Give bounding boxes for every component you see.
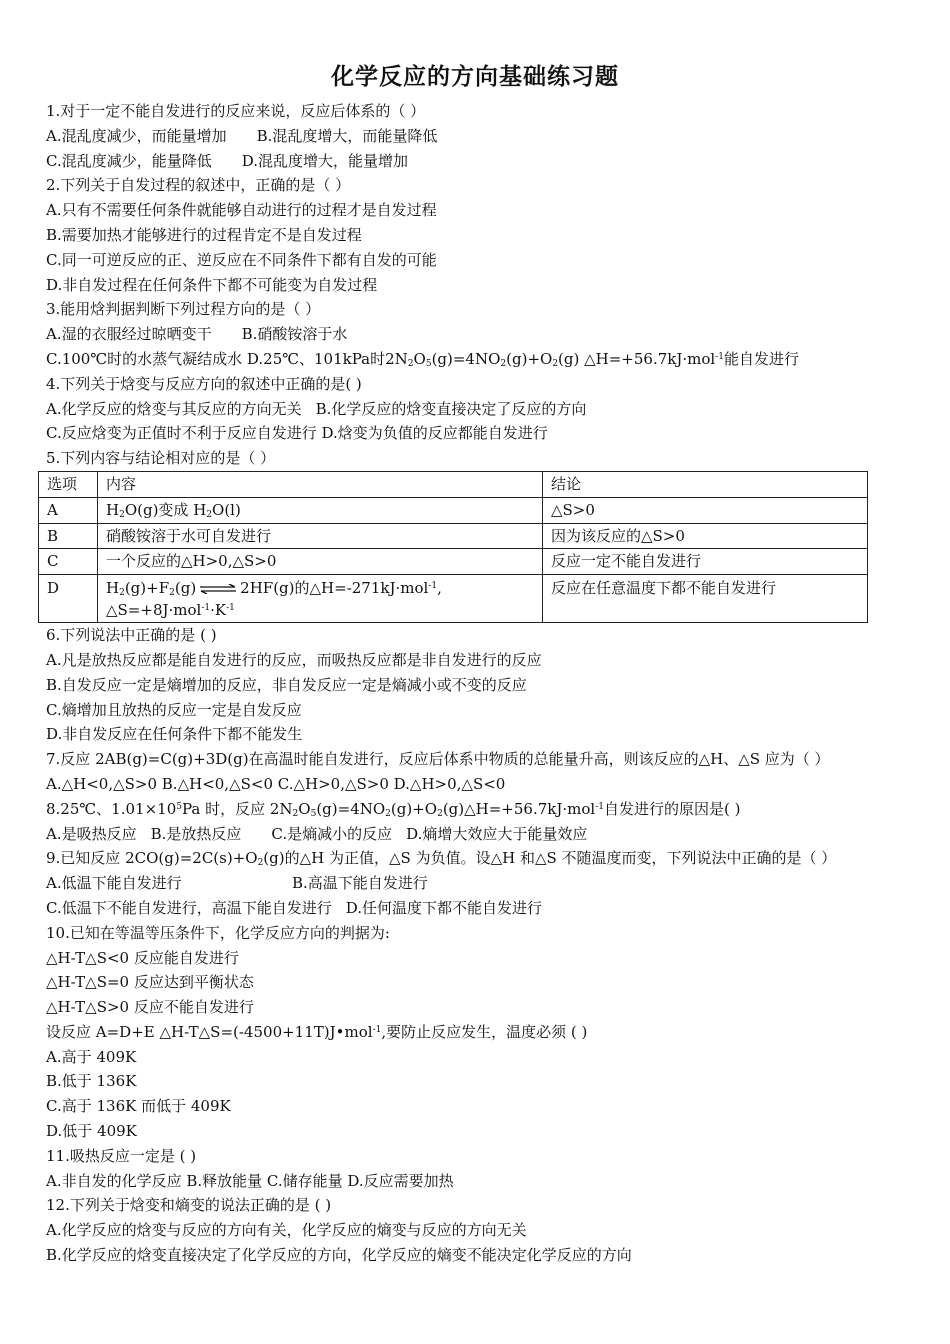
q2-option-d: D.非自发过程在任何条件下都不可能变为自发过程 <box>46 275 378 294</box>
page-title: 化学反应的方向基础练习题 <box>331 64 619 90</box>
q10-rule-3: △H-T△S>0 反应不能自发进行 <box>46 998 254 1017</box>
q1-options-ab <box>46 124 906 149</box>
q6-option-a: A.凡是放热反应都是能自发进行的反应，而吸热反应都是非自发进行的反应 <box>46 650 542 669</box>
header-conclusion: 结论 <box>543 471 868 497</box>
q2-stem: 2.下列关于自发过程的叙述中，正确的是（ ） <box>46 176 351 195</box>
q6-option-d: D.非自发反应在任何条件下都不能发生 <box>46 725 303 744</box>
q4-stem: 4.下列关于焓变与反应方向的叙述中正确的是( ) <box>46 374 362 393</box>
q1-options-cd <box>46 149 906 174</box>
q6-option-b: B.自发反应一定是熵增加的反应，非自发反应一定是熵减小或不变的反应 <box>46 675 527 694</box>
q2-option-b: B.需要加热才能够进行的过程肯定不是自发过程 <box>46 225 362 244</box>
q10-option-c: C.高于 136K 而低于 409K <box>46 1097 231 1116</box>
table-row: A $H_2O(g)$变成 $H_2O(l)$ △S>0 <box>39 497 868 523</box>
q10-option-a: A.高于 409K <box>46 1047 137 1066</box>
q10-option-b: B.低于 136K <box>46 1072 137 1091</box>
q6-stem: 6.下列说法中正确的是 ( ) <box>46 626 217 645</box>
q11-options: A.非自发的化学反应 B.释放能量 C.储存能量 D.反应需要加热 <box>46 1171 454 1190</box>
q7-stem: 7.反应 2AB(g)=C(g)+3D(g)在高温时能自发进行，反应后体系中物质的总能量升高，则该反应的△H、△S 应为（ ） <box>46 750 830 769</box>
q8-options: A.是吸热反应 B.是放热反应 C.是熵减小的反应 D.熵增大效应大于能量效应 <box>46 824 588 843</box>
q3-options-cd: C.100℃时的水蒸气凝结成水 D.25℃、101kPa时$2N_2O_5(g)=4NO_2(g)+O_2(g)$ △H=+56.7kJ·mol$^{-1}$能自发进行 <box>46 349 799 369</box>
q12-stem: 12.下列关于焓变和熵变的说法正确的是 ( ) <box>46 1196 332 1215</box>
q2-option-a: A.只有不需要任何条件就能够自动进行的过程才是自发过程 <box>46 201 437 220</box>
header-content: 内容 <box>98 471 543 497</box>
q1-stem: 1.对于一定不能自发进行的反应来说，反应后体系的（ ） <box>46 102 426 120</box>
q11-stem: 11.吸热反应一定是 ( ) <box>46 1146 197 1165</box>
q7-options: A.△H<0,△S>0 B.△H<0,△S<0 C.△H>0,△S>0 D.△H>0,△S<0 <box>46 774 506 793</box>
q1-option-d: D.混乱度增大，能量增加 <box>241 151 408 170</box>
q2-option-c: C.同一可逆反应的正、逆反应在不同条件下都有自发的可能 <box>46 250 437 269</box>
q9-stem: 9.已知反应 $2CO(g)=2C(s)+O_2(g)$的△H 为正值，△S 为负值。设△H 和△S 不随温度而变，下列说法中正确的是（ ） <box>46 849 837 869</box>
q1-option-b: B.混乱度增大，而能量降低 <box>256 126 438 145</box>
table-row: C 一个反应的△H>0,△S>0 反应一定不能自发进行 <box>39 549 868 575</box>
q10-rule-1: △H-T△S<0 反应能自发进行 <box>46 948 239 967</box>
q8-stem: 8.25℃、$1.01\times 10^5Pa$ 时，反应 $2N_2O_5(g)=4NO_2(g)+O_2(g)\triangle H=+56.7kJ\cdot mol^{-1}$自发进行的原因是( ) <box>46 799 741 819</box>
q12-option-b: B.化学反应的焓变直接决定了化学反应的方向，化学反应的熵变不能决定化学反应的方向 <box>46 1246 632 1265</box>
header-option: 选项 <box>39 471 98 497</box>
table-row: B 硝酸铵溶于水可自发进行 因为该反应的△S>0 <box>39 523 868 549</box>
q10-rule-2: △H-T△S=0 反应达到平衡状态 <box>46 973 254 992</box>
q4-option-b: B.化学反应的焓变直接决定了反应的方向 <box>315 399 587 418</box>
q1-option-c: C.混乱度减少，能量降低 <box>46 151 212 170</box>
q5-stem: 5.下列内容与结论相对应的是（ ） <box>46 449 276 468</box>
q6-option-c: C.熵增加且放热的反应一定是自发反应 <box>46 700 302 719</box>
q3-option-b: B.硝酸铵溶于水 <box>241 325 348 344</box>
q3-options-ab <box>46 322 906 347</box>
q4-options-ab <box>46 397 906 422</box>
table-row: D $H_2(g)+F_2(g)$ 2HF(g)的△H=-271kJ·mol$^{-1}$, $\triangle S=+8J\cdot mol^{-1}\cdot K^{-1}$ 反应在任意温度下都不能自发进行 <box>39 575 868 623</box>
q3-stem: 3.能用焓判据判断下列过程方向的是（ ） <box>46 300 321 319</box>
q4-options-cd: C.反应焓变为正值时不利于反应自发进行 D.焓变为负值的反应都能自发进行 <box>46 424 548 443</box>
q10-option-d: D.低于 409K <box>46 1122 137 1141</box>
question-list <box>46 99 906 1268</box>
q3-option-a: A.湿的衣服经过晾晒变干 <box>46 325 212 344</box>
equilibrium-arrow-icon <box>199 584 237 594</box>
q10-stem: 10.已知在等温等压条件下，化学反应方向的判据为: <box>46 923 390 942</box>
table-header-row <box>39 471 868 497</box>
q5-table <box>38 471 868 623</box>
q9-options-ab: A.低温下能自发进行 B.高温下能自发进行 <box>46 874 428 893</box>
q4-option-a: A.化学反应的焓变与其反应的方向无关 <box>46 399 302 418</box>
q12-option-a: A.化学反应的焓变与反应的方向有关，化学反应的熵变与反应的方向无关 <box>46 1221 527 1240</box>
q9-options-cd: C.低温下不能自发进行，高温下能自发进行 D.任何温度下都不能自发进行 <box>46 898 542 917</box>
q1-option-a: A.混乱度减少，而能量增加 <box>46 126 227 145</box>
q10-condition: 设反应 A=D+E △H-T△S=(-4500+11T)J•mol$^{-1}$,要防止反应发生，温度必须 ( ) <box>46 1022 588 1041</box>
